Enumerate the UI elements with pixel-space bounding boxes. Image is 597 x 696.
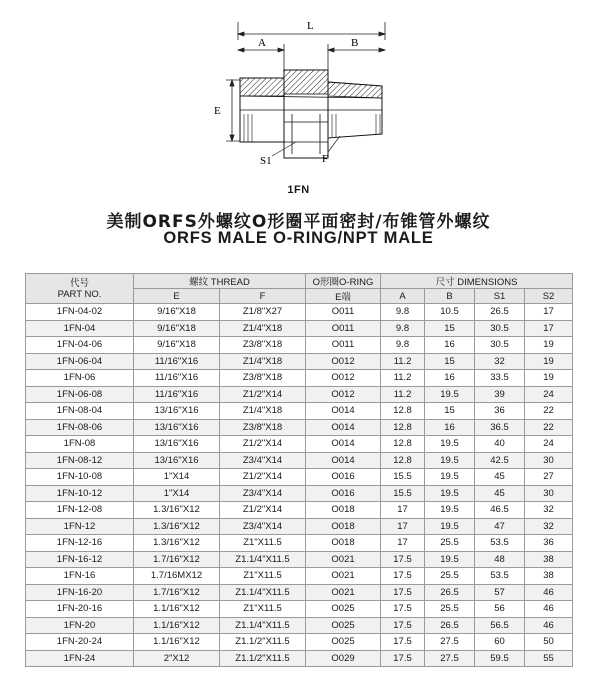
cell-thread-e: 9/16"X18 [134,337,220,354]
cell-thread-e: 1.3/16"X12 [134,502,220,519]
cell-part-no: 1FN-20-16 [26,601,134,618]
cell-part-no: 1FN-10-12 [26,485,134,502]
cell-dim-b: 19.5 [425,518,475,535]
cell-thread-e: 1"X14 [134,485,220,502]
cell-thread-f: Z1.1/2"X11.5 [220,650,306,667]
cell-dim-s2: 46 [525,617,573,634]
cell-oring: O014 [306,419,381,436]
cell-dim-b: 16 [425,419,475,436]
cell-dim-b: 25.5 [425,601,475,618]
cell-oring: O021 [306,551,381,568]
cell-dim-b: 10.5 [425,304,475,321]
cell-dim-b: 27.5 [425,650,475,667]
cell-dim-b: 16 [425,337,475,354]
cell-dim-a: 17.5 [381,601,425,618]
cell-dim-a: 9.8 [381,337,425,354]
cell-dim-s1: 36.5 [475,419,525,436]
header-oring: O形圈O-RING [306,274,381,289]
cell-part-no: 1FN-24 [26,650,134,667]
table-row [26,469,573,486]
cell-dim-b: 19.5 [425,469,475,486]
cell-part-no: 1FN-20-24 [26,634,134,651]
cell-thread-f: Z3/4"X14 [220,485,306,502]
cell-thread-e: 1"X14 [134,469,220,486]
cell-dim-s1: 26.5 [475,304,525,321]
header-part-cn: 代号 [69,277,89,289]
cell-oring: O018 [306,502,381,519]
cell-dim-a: 17 [381,502,425,519]
cell-dim-s1: 30.5 [475,337,525,354]
table-row [26,436,573,453]
cell-oring: O018 [306,535,381,552]
cell-dim-s1: 45 [475,485,525,502]
cell-dim-s2: 55 [525,650,573,667]
cell-oring: O029 [306,650,381,667]
cell-thread-f: Z3/8"X18 [220,370,306,387]
header-s2: S2 [525,289,573,304]
label-f: F [322,153,329,165]
cell-thread-f: Z3/8"X18 [220,337,306,354]
header-e: E [134,289,220,304]
cell-thread-e: 9/16"X18 [134,304,220,321]
cell-dim-s2: 50 [525,634,573,651]
cell-dim-s1: 42.5 [475,452,525,469]
cell-oring: O012 [306,386,381,403]
cell-thread-f: Z1/2"X14 [220,502,306,519]
cell-dim-b: 26.5 [425,584,475,601]
cell-thread-f: Z1"X11.5 [220,568,306,585]
cell-part-no: 1FN-20 [26,617,134,634]
header-e-end: E端 [306,289,381,304]
cell-oring: O011 [306,337,381,354]
cell-thread-e: 1.3/16"X12 [134,535,220,552]
cell-oring: O021 [306,568,381,585]
table-row [26,353,573,370]
table-row [26,386,573,403]
header-s1: S1 [475,289,525,304]
cell-part-no: 1FN-06-08 [26,386,134,403]
cell-dim-a: 17 [381,535,425,552]
cell-part-no: 1FN-06 [26,370,134,387]
cell-part-no: 1FN-10-08 [26,469,134,486]
cell-thread-f: Z1/4"X18 [220,320,306,337]
header-thread: 螺纹 THREAD [134,274,306,289]
cell-thread-f: Z1"X11.5 [220,601,306,618]
header-b: B [425,289,475,304]
cell-part-no: 1FN-16-12 [26,551,134,568]
table-row [26,304,573,321]
cell-dim-s2: 36 [525,535,573,552]
cell-oring: O012 [306,353,381,370]
cell-dim-s1: 33.5 [475,370,525,387]
cell-oring: O016 [306,469,381,486]
table-row [26,568,573,585]
cell-thread-f: Z1/2"X14 [220,386,306,403]
cell-part-no: 1FN-12 [26,518,134,535]
cell-thread-e: 1.7/16"X12 [134,551,220,568]
cell-thread-e: 1.1/16"X12 [134,601,220,618]
cell-dim-s1: 45 [475,469,525,486]
cell-thread-e: 13/16"X16 [134,403,220,420]
cell-dim-b: 19.5 [425,436,475,453]
table-row [26,584,573,601]
table-row [26,370,573,387]
cell-part-no: 1FN-04 [26,320,134,337]
cell-part-no: 1FN-16 [26,568,134,585]
cell-dim-s2: 24 [525,436,573,453]
cell-thread-f: Z3/4"X14 [220,518,306,535]
cell-thread-e: 11/16"X16 [134,370,220,387]
cell-thread-e: 1.7/16"X12 [134,584,220,601]
cell-thread-f: Z1/4"X18 [220,403,306,420]
cell-dim-s1: 30.5 [475,320,525,337]
cell-thread-e: 13/16"X16 [134,419,220,436]
cell-oring: O016 [306,485,381,502]
cell-dim-s1: 40 [475,436,525,453]
cell-dim-b: 19.5 [425,386,475,403]
cell-dim-s1: 56.5 [475,617,525,634]
cell-dim-a: 12.8 [381,403,425,420]
cell-thread-e: 1.3/16"X12 [134,518,220,535]
part-code: 1FN [287,184,310,196]
cell-dim-a: 15.5 [381,485,425,502]
cell-dim-s2: 38 [525,551,573,568]
cell-oring: O025 [306,601,381,618]
table-row [26,320,573,337]
table-row [26,601,573,618]
cell-dim-a: 17.5 [381,568,425,585]
cell-dim-s2: 24 [525,386,573,403]
spec-table [25,273,573,667]
cell-dim-b: 19.5 [425,485,475,502]
cell-thread-f: Z1.1/4"X11.5 [220,584,306,601]
cell-dim-s2: 17 [525,320,573,337]
table-row [26,518,573,535]
cell-dim-s1: 53.5 [475,568,525,585]
cell-part-no: 1FN-08-04 [26,403,134,420]
table-row [26,452,573,469]
cell-dim-s2: 19 [525,370,573,387]
cell-oring: O012 [306,370,381,387]
cell-dim-b: 15 [425,403,475,420]
cell-oring: O014 [306,403,381,420]
cell-dim-a: 17 [381,518,425,535]
cell-thread-f: Z3/4"X14 [220,452,306,469]
label-l: L [307,20,314,32]
cell-dim-s2: 32 [525,502,573,519]
cell-dim-a: 9.8 [381,320,425,337]
cell-dim-b: 25.5 [425,568,475,585]
cell-dim-a: 17.5 [381,551,425,568]
cell-part-no: 1FN-16-20 [26,584,134,601]
cell-oring: O025 [306,634,381,651]
cell-thread-e: 1.1/16"X12 [134,617,220,634]
cell-oring: O025 [306,617,381,634]
cell-dim-s1: 59.5 [475,650,525,667]
cell-thread-f: Z1/2"X14 [220,436,306,453]
table-row [26,535,573,552]
cell-dim-b: 19.5 [425,502,475,519]
cell-dim-s1: 46.5 [475,502,525,519]
cell-part-no: 1FN-08-06 [26,419,134,436]
header-a: A [381,289,425,304]
table-row [26,650,573,667]
title-chinese: 美制ORFS外螺纹O形圈平面密封/布锥管外螺纹 [106,212,491,232]
label-b: B [351,37,359,49]
label-s1: S1 [260,155,272,167]
cell-thread-e: 11/16"X16 [134,386,220,403]
cell-thread-f: Z1/8"X27 [220,304,306,321]
cell-dim-s2: 19 [525,337,573,354]
cell-dim-a: 11.2 [381,370,425,387]
cell-thread-e: 11/16"X16 [134,353,220,370]
cell-part-no: 1FN-06-04 [26,353,134,370]
table-row [26,419,573,436]
cell-dim-b: 26.5 [425,617,475,634]
cell-dim-b: 27.5 [425,634,475,651]
cell-dim-b: 16 [425,370,475,387]
cell-part-no: 1FN-08-12 [26,452,134,469]
cell-dim-s1: 48 [475,551,525,568]
cell-oring: O018 [306,518,381,535]
table-row [26,485,573,502]
cell-part-no: 1FN-08 [26,436,134,453]
cell-dim-a: 17.5 [381,634,425,651]
cell-thread-f: Z1.1/2"X11.5 [220,634,306,651]
cell-thread-f: Z1.1/4"X11.5 [220,551,306,568]
cell-part-no: 1FN-04-02 [26,304,134,321]
table-row [26,337,573,354]
cell-dim-a: 9.8 [381,304,425,321]
cell-dim-s1: 32 [475,353,525,370]
cell-dim-s2: 22 [525,419,573,436]
cell-thread-e: 1.7/16MX12 [134,568,220,585]
cell-dim-s1: 47 [475,518,525,535]
cell-dim-s2: 22 [525,403,573,420]
table-row [26,551,573,568]
cell-dim-s1: 57 [475,584,525,601]
cell-dim-a: 12.8 [381,419,425,436]
cell-dim-b: 15 [425,320,475,337]
label-e: E [214,105,221,117]
cell-dim-s2: 32 [525,518,573,535]
table-row [26,634,573,651]
cell-thread-f: Z1"X11.5 [220,535,306,552]
cell-dim-a: 12.8 [381,452,425,469]
cell-dim-s1: 39 [475,386,525,403]
cell-dim-s2: 46 [525,584,573,601]
header-dimensions: 尺寸 DIMENSIONS [381,274,573,289]
cell-dim-s2: 30 [525,452,573,469]
cell-dim-a: 17.5 [381,650,425,667]
cell-thread-e: 1.1/16"X12 [134,634,220,651]
cell-dim-a: 17.5 [381,617,425,634]
cell-dim-a: 11.2 [381,353,425,370]
cell-dim-b: 25.5 [425,535,475,552]
cell-thread-e: 2"X12 [134,650,220,667]
cell-thread-e: 13/16"X16 [134,452,220,469]
fitting-drawing [200,14,400,169]
header-part-no [26,274,134,304]
table-body [26,304,573,667]
cell-dim-s2: 19 [525,353,573,370]
label-a: A [258,37,266,49]
cell-dim-b: 15 [425,353,475,370]
header-row-1 [26,274,573,289]
title-english: ORFS MALE O-RING/NPT MALE [163,229,434,247]
cell-dim-s2: 17 [525,304,573,321]
cell-dim-b: 19.5 [425,452,475,469]
cell-part-no: 1FN-12-16 [26,535,134,552]
cell-thread-f: Z3/8"X18 [220,419,306,436]
cell-part-no: 1FN-12-08 [26,502,134,519]
cell-dim-a: 17.5 [381,584,425,601]
cell-oring: O014 [306,436,381,453]
cell-part-no: 1FN-04-06 [26,337,134,354]
table-row [26,617,573,634]
cell-dim-s1: 56 [475,601,525,618]
cell-thread-e: 9/16"X18 [134,320,220,337]
cell-dim-s2: 30 [525,485,573,502]
cell-dim-a: 12.8 [381,436,425,453]
cell-thread-f: Z1.1/4"X11.5 [220,617,306,634]
cell-dim-s1: 53.5 [475,535,525,552]
cell-thread-f: Z1/4"X18 [220,353,306,370]
cell-dim-s1: 60 [475,634,525,651]
cell-oring: O021 [306,584,381,601]
table-row [26,502,573,519]
cell-dim-a: 15.5 [381,469,425,486]
cell-dim-s2: 38 [525,568,573,585]
cell-oring: O011 [306,304,381,321]
cell-dim-b: 19.5 [425,551,475,568]
cell-thread-f: Z1/2"X14 [220,469,306,486]
header-part-en: PART NO. [57,288,102,300]
cell-dim-a: 11.2 [381,386,425,403]
cell-oring: O011 [306,320,381,337]
cell-dim-s2: 46 [525,601,573,618]
cell-oring: O014 [306,452,381,469]
table-row [26,403,573,420]
cell-thread-e: 13/16"X16 [134,436,220,453]
cell-dim-s1: 36 [475,403,525,420]
header-f: F [220,289,306,304]
cell-dim-s2: 27 [525,469,573,486]
